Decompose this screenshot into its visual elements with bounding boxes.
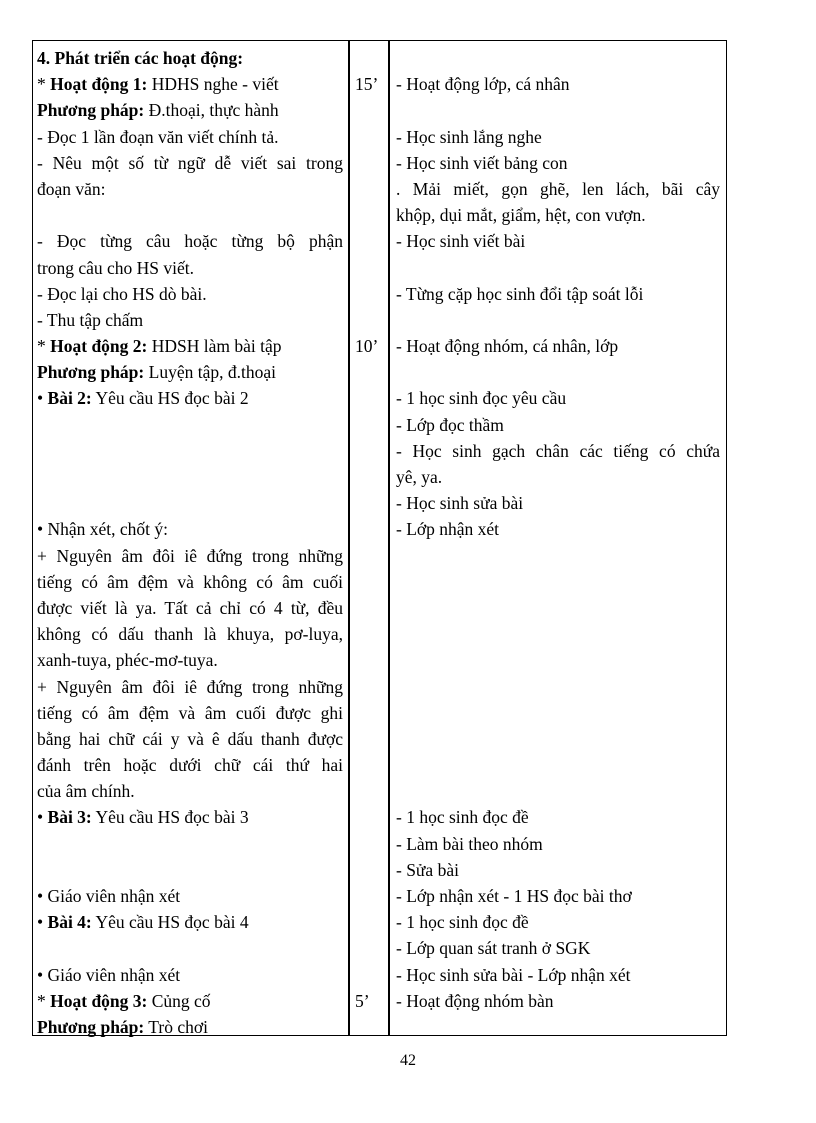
student-line: - Làm bài theo nhóm <box>396 833 543 854</box>
time-value <box>355 150 385 176</box>
teacher-line <box>37 831 343 857</box>
teacher-line <box>37 202 343 228</box>
student-line: - Học sinh sửa bài - Lớp nhận xét <box>396 964 631 985</box>
student-line <box>396 726 720 752</box>
teacher-line-segment: Bài 3: <box>47 807 92 828</box>
student-line <box>396 621 720 647</box>
time-value <box>355 726 385 752</box>
teacher-line <box>37 333 343 359</box>
time-value <box>355 281 385 307</box>
student-line <box>396 595 720 621</box>
teacher-line-segment: Bài 2: <box>47 388 92 409</box>
teacher-line: - Đọc lại cho HS dò bài. <box>37 283 207 304</box>
teacher-line: được viết là ya. Tất cả chỉ có 4 từ, đều <box>37 597 343 618</box>
teacher-line: đoạn văn: <box>37 178 106 199</box>
teacher-line-segment: Phương pháp: <box>37 362 145 383</box>
time-value <box>355 490 385 516</box>
student-line <box>396 97 720 123</box>
time-value <box>355 307 385 333</box>
student-line: - Học sinh sửa bài <box>396 493 524 514</box>
time-value <box>355 621 385 647</box>
time-value <box>355 647 385 673</box>
student-line: - Lớp đọc thầm <box>396 414 504 435</box>
teacher-line-segment: HDSH làm bài tập <box>147 336 282 357</box>
teacher-line <box>37 909 343 935</box>
teacher-line: • Giáo viên nhận xét <box>37 886 181 906</box>
time-value <box>355 45 385 71</box>
teacher-line: bằng hai chữ cái y và ê dấu thanh được <box>37 728 343 749</box>
student-line: - 1 học sinh đọc đề <box>396 912 529 933</box>
teacher-line-segment: Củng cố <box>147 990 211 1011</box>
time-value <box>355 124 385 150</box>
student-line <box>396 674 720 700</box>
time-value <box>355 909 385 935</box>
student-line: - Lớp nhận xét <box>396 519 500 540</box>
time-value <box>355 674 385 700</box>
teacher-line-segment: Luyện tập, đ.thoại <box>144 362 276 383</box>
teacher-line: tiếng có âm đệm và không có âm cuối <box>37 571 343 592</box>
teacher-line-segment: • <box>37 912 48 933</box>
teacher-line: không có dấu thanh là khuya, pơ-luya, <box>37 624 343 645</box>
time-value <box>355 543 385 569</box>
student-line: - Hoạt động lớp, cá nhân <box>396 74 570 95</box>
time-value <box>355 831 385 857</box>
teacher-line: tiếng có âm đệm và âm cuối được ghi <box>37 702 343 723</box>
student-line <box>396 1014 720 1040</box>
teacher-line-segment: Trò chơi <box>144 1016 208 1037</box>
teacher-line-segment: Phương pháp: <box>37 1016 145 1037</box>
time-value: 5’ <box>355 990 370 1011</box>
student-line <box>396 359 720 385</box>
teacher-line-segment: Hoạt động 3: <box>50 990 148 1011</box>
student-line <box>396 307 720 333</box>
teacher-line-segment: Bài 4: <box>47 912 92 933</box>
time-value <box>355 255 385 281</box>
time-value <box>355 935 385 961</box>
teacher-line <box>37 97 343 123</box>
teacher-line: - Đọc từng câu hoặc từng bộ phận <box>37 231 343 252</box>
teacher-line: 4. Phát triển các hoạt động: <box>37 48 244 68</box>
time-value <box>355 176 385 202</box>
student-line <box>396 255 720 281</box>
student-line: - Từng cặp học sinh đổi tập soát lỗi <box>396 283 644 304</box>
teacher-line-segment: * <box>37 74 51 95</box>
student-line <box>396 543 720 569</box>
time-value <box>355 412 385 438</box>
teacher-line-segment: Hoạt động 2: <box>50 336 148 357</box>
time-value <box>355 778 385 804</box>
student-line: - Học sinh viết bài <box>396 231 526 252</box>
student-line: . Mải miết, gọn ghẽ, len lách, bãi cây <box>396 178 720 199</box>
teacher-line <box>37 490 343 516</box>
time-value <box>355 97 385 123</box>
time-value <box>355 700 385 726</box>
teacher-line <box>37 464 343 490</box>
teacher-line: - Thu tập chấm <box>37 309 144 330</box>
student-line <box>396 45 720 71</box>
student-line: yê, ya. <box>396 467 443 487</box>
time-value <box>355 752 385 778</box>
teacher-line-segment: Phương pháp: <box>37 100 145 121</box>
student-line: khộp, dụi mắt, giẩm, hệt, con vượn. <box>396 205 646 226</box>
teacher-line <box>37 1014 343 1040</box>
teacher-line-segment: HDHS nghe - viết <box>147 74 279 95</box>
student-line <box>396 700 720 726</box>
time-value <box>355 464 385 490</box>
teacher-line: • Giáo viên nhận xét <box>37 964 181 985</box>
time-value <box>355 883 385 909</box>
teacher-line: + Nguyên âm đôi iê đứng trong những <box>37 545 343 566</box>
teacher-line <box>37 988 343 1014</box>
student-line: - Lớp quan sát tranh ở SGK <box>396 938 591 959</box>
time-value <box>355 1014 385 1040</box>
student-line: - Sửa bài <box>396 859 459 880</box>
teacher-line: đánh trên hoặc dưới chữ cái thứ hai <box>37 755 343 776</box>
student-line <box>396 647 720 673</box>
teacher-line: • Nhận xét, chốt ý: <box>37 519 169 540</box>
time-value <box>355 438 385 464</box>
column-divider-1 <box>348 40 350 1036</box>
teacher-line <box>37 359 343 385</box>
time-value <box>355 202 385 228</box>
time-value <box>355 962 385 988</box>
teacher-line <box>37 935 343 961</box>
teacher-line-segment: Yêu cầu HS đọc bài 4 <box>91 912 249 933</box>
student-line: - Hoạt động nhóm, cá nhân, lớp <box>396 336 619 357</box>
teacher-line: + Nguyên âm đôi iê đứng trong những <box>37 676 343 697</box>
time-value: 10’ <box>355 336 379 357</box>
student-line: - Học sinh gạch chân các tiếng có chứa <box>396 440 720 461</box>
teacher-line-segment: • <box>37 388 48 409</box>
student-line: - Học sinh lắng nghe <box>396 126 542 147</box>
time-value <box>355 857 385 883</box>
student-activities-column <box>396 45 720 1040</box>
student-line: - Hoạt động nhóm bàn <box>396 990 554 1011</box>
student-line: - Học sinh viết bảng con <box>396 152 568 173</box>
teacher-line-segment: Đ.thoại, thực hành <box>144 100 279 121</box>
teacher-line-segment: Yêu cầu HS đọc bài 2 <box>91 388 249 409</box>
student-line: - Lớp nhận xét - 1 HS đọc bài thơ <box>396 886 632 906</box>
teacher-line-segment: * <box>37 990 51 1011</box>
time-value <box>355 569 385 595</box>
teacher-line: trong câu cho HS viết. <box>37 257 194 278</box>
time-value <box>355 804 385 830</box>
teacher-activities-column <box>37 45 343 1040</box>
teacher-line: xanh-tuya, phéc-mơ-tuya. <box>37 650 218 671</box>
teacher-line-segment: Hoạt động 1: <box>50 74 148 95</box>
teacher-line <box>37 804 343 830</box>
time-value <box>355 228 385 254</box>
student-line: - 1 học sinh đọc đề <box>396 807 529 828</box>
teacher-line <box>37 385 343 411</box>
teacher-line <box>37 438 343 464</box>
teacher-line-segment: * <box>37 336 51 357</box>
time-value: 15’ <box>355 74 379 95</box>
page-number: 42 <box>400 1052 416 1069</box>
time-value <box>355 359 385 385</box>
teacher-line: - Nêu một số từ ngữ dễ viết sai trong <box>37 152 343 173</box>
teacher-line-segment: • <box>37 807 48 828</box>
teacher-line <box>37 71 343 97</box>
time-value <box>355 595 385 621</box>
time-value <box>355 516 385 542</box>
time-column <box>355 45 385 1040</box>
student-line <box>396 569 720 595</box>
teacher-line-segment: Yêu cầu HS đọc bài 3 <box>91 807 249 828</box>
teacher-line: của âm chính. <box>37 781 135 802</box>
student-line: - 1 học sinh đọc yêu cầu <box>396 388 567 409</box>
column-divider-2 <box>388 40 390 1036</box>
time-value <box>355 385 385 411</box>
student-line <box>396 752 720 778</box>
teacher-line: - Đọc 1 lần đoạn văn viết chính tả. <box>37 126 279 147</box>
teacher-line <box>37 412 343 438</box>
teacher-line <box>37 857 343 883</box>
student-line <box>396 778 720 804</box>
